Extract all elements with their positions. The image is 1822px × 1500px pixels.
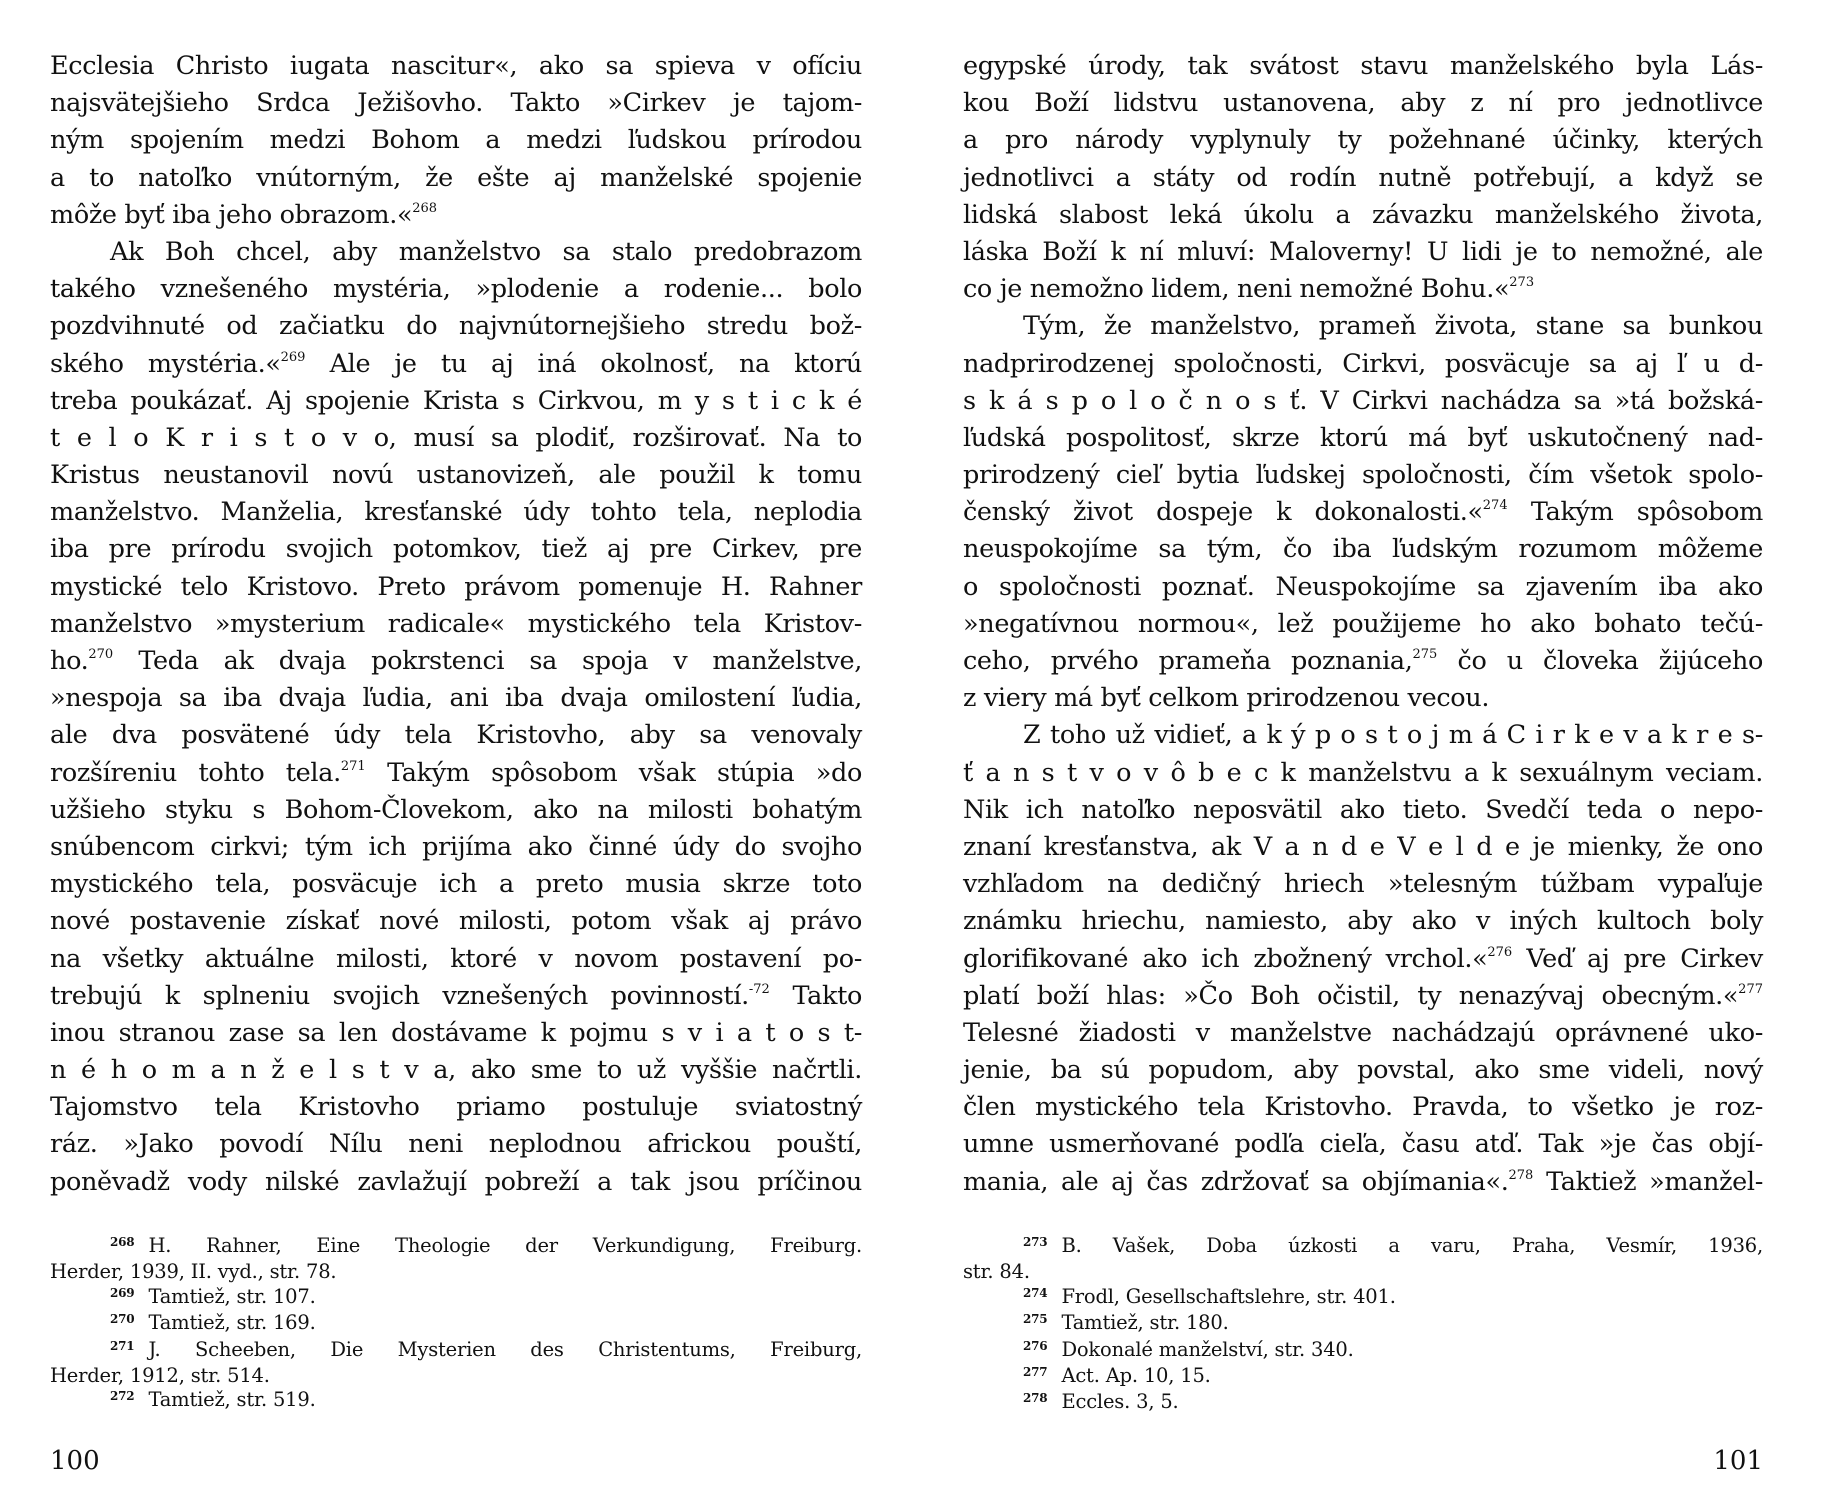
left-page-body xyxy=(50,48,862,1201)
footnote xyxy=(963,1338,1763,1364)
text-line-content: láska Boží k ní mluví: Maloverny! U lidi je to nemožné, ale xyxy=(963,236,1763,267)
text-line xyxy=(963,606,1763,643)
text-line-continuation: Takto xyxy=(769,980,862,1011)
page-number-right: 101 xyxy=(1713,1446,1763,1476)
footnote-number: 272 xyxy=(110,1389,135,1404)
text-line-content: mania, ale aj čas zdržovať sa objímania«. xyxy=(963,1166,1509,1197)
text-line xyxy=(963,941,1763,978)
text-line xyxy=(963,1052,1763,1089)
footnote-number: 277 xyxy=(1023,1365,1048,1380)
text-line-content: trebujú k splneniu svojich vznešených povinností. xyxy=(50,980,749,1011)
footnote xyxy=(963,1364,1763,1390)
text-line xyxy=(50,606,862,643)
text-line xyxy=(50,829,862,866)
text-line xyxy=(963,48,1763,85)
footnote-text: Tamtiež, str. 169. xyxy=(148,1311,316,1335)
text-line-content: kou Boží lidstvu ustanovena, aby z ní pro jednotlivce xyxy=(963,88,1763,119)
text-line-content: znaní kresťanstva, ak V a n d e V e l d e je mienky, že ono xyxy=(963,831,1763,862)
text-line xyxy=(50,531,862,568)
text-line xyxy=(963,717,1763,754)
text-line-content: Kristus neustanovil novú ustanovizeň, ale použil k tomu xyxy=(50,460,862,491)
text-line-content: jednotlivci a státy od rodín nutně potřebují, a když se xyxy=(963,162,1763,193)
text-line-content: vzhľadom na dedičný hriech »telesným túžbam vypaľuje xyxy=(963,869,1763,900)
text-line xyxy=(50,1052,862,1089)
right-page xyxy=(963,0,1763,1500)
text-line-content: lidská slabost leká úkolu a závazku manželského života, xyxy=(963,199,1763,230)
text-line xyxy=(50,420,862,457)
text-line-content: ným spojením medzi Bohom a medzi ľudskou prírodou xyxy=(50,125,862,156)
text-line-content: inou stranou zase sa len dostávame k pojmu s v i a t o s t- xyxy=(50,1017,862,1048)
text-line xyxy=(963,122,1763,159)
text-line-content: o spoločnosti poznať. Neuspokojíme sa zjavením iba ako xyxy=(963,571,1763,602)
text-line-content: môže byť iba jeho obrazom.« xyxy=(50,199,413,230)
text-line-continuation: Veď aj pre Cirkev xyxy=(1512,943,1763,974)
footnote-number: 270 xyxy=(110,1312,135,1327)
footnote-reference[interactable]: 268 xyxy=(412,200,438,216)
text-line xyxy=(963,866,1763,903)
text-line-content: Z toho už vidieť, a k ý p o s t o j m á C i r k e v a k r e s- xyxy=(1023,720,1763,751)
text-line-continuation: Teda ak dvaja pokrstenci sa spoja v manželstve, xyxy=(113,646,862,676)
text-line-content: takého vznešeného mystéria, »plodenie a rodenie... bolo xyxy=(50,274,862,305)
text-line-content: neuspokojíme sa tým, čo iba ľudským rozumom môžeme xyxy=(963,534,1763,565)
footnote-number: 273 xyxy=(1023,1235,1048,1249)
footnote-line xyxy=(50,1388,862,1414)
text-line xyxy=(963,531,1763,568)
text-line xyxy=(50,978,862,1015)
text-line-content: jenie, ba sú popudom, aby povstal, ako sme videli, nový xyxy=(963,1055,1763,1086)
text-line xyxy=(963,978,1763,1015)
text-line-content: člen mystického tela Kristovho. Pravda, to všetko je roz- xyxy=(963,1092,1763,1123)
right-page-body xyxy=(963,48,1763,1201)
text-line xyxy=(963,383,1763,420)
footnote-reference[interactable]: 276 xyxy=(1487,944,1513,960)
text-line xyxy=(50,1089,862,1126)
footnote-reference[interactable]: 277 xyxy=(1738,981,1763,997)
text-line xyxy=(50,197,862,234)
text-line xyxy=(50,1015,862,1052)
text-line-continuation: čo u človeka žijúceho xyxy=(1437,646,1763,676)
text-line-content: glorifikované ako ich zbožnený vrchol.« xyxy=(963,943,1488,974)
footnote-text: H. Rahner, Eine Theologie der Verkundigung, Freiburg. xyxy=(148,1234,862,1257)
text-line xyxy=(50,346,862,383)
text-line xyxy=(50,1126,862,1163)
footnote-number: 274 xyxy=(1023,1285,1048,1300)
footnote-number: 271 xyxy=(110,1338,135,1353)
text-line xyxy=(50,903,862,940)
text-line-content: Tajomstvo tela Kristovho priamo postuluje sviatostný xyxy=(50,1092,862,1123)
text-line-content: pozdvihnuté od začiatku do najvnútornejšieho stredu bož- xyxy=(50,311,862,342)
footnote-text: B. Vašek, Doba úzkosti a varu, Praha, Vesmír, 1936, xyxy=(1061,1234,1763,1257)
text-line-content: ľudská pospolitosť, skrze ktorú má byť uskutočnený nad- xyxy=(963,422,1763,453)
text-line xyxy=(963,457,1763,494)
footnote xyxy=(50,1285,862,1311)
text-line-content: mystické telo Kristovo. Preto právom pomenuje H. Rahner xyxy=(50,571,862,602)
text-line xyxy=(963,643,1763,680)
left-page xyxy=(50,0,862,1500)
text-line-content: mystického tela, posväcuje ich a preto musia skrze toto xyxy=(50,869,862,900)
text-line xyxy=(963,1164,1763,1201)
text-line xyxy=(963,346,1763,383)
text-line-continuation: Takým spôsobom však stúpia »do xyxy=(365,757,862,788)
text-line-content: treba poukázať. Aj spojenie Krista s Cirkvou, m y s t i c k é xyxy=(50,385,862,416)
text-line xyxy=(963,1015,1763,1052)
text-line-content: poněvadž vody nilské zavlažují pobreží a tak jsou príčinou xyxy=(50,1166,862,1197)
footnote-continuation: Herder, 1939, II. vyd., str. 78. xyxy=(50,1260,337,1284)
text-line-content: na všetky aktuálne milosti, ktoré v novom postavení po- xyxy=(50,943,862,974)
text-line-content: ského mystéria.« xyxy=(50,348,281,379)
footnote xyxy=(963,1311,1763,1337)
text-line-content: prirodzený cieľ bytia ľudskej spoločnosti, čím všetok spolo- xyxy=(963,460,1763,491)
text-line-content: co je nemožno lidem, neni nemožné Bohu.« xyxy=(963,274,1510,305)
footnote-text: Eccles. 3, 5. xyxy=(1061,1390,1179,1414)
text-line xyxy=(50,234,862,271)
text-line-content: nové postavenie získať nové milosti, potom však aj právo xyxy=(50,906,862,937)
footnote-continuation: str. 84. xyxy=(963,1260,1030,1284)
text-line xyxy=(50,457,862,494)
text-line xyxy=(963,494,1763,531)
footnote-reference[interactable]: 275 xyxy=(1412,647,1438,662)
text-line xyxy=(963,829,1763,866)
text-line xyxy=(963,680,1763,717)
footnote-line xyxy=(963,1234,1763,1260)
right-page-footnotes xyxy=(963,1234,1763,1417)
text-line-content: iba pre prírodu svojich potomkov, tiež aj pre Cirkev, pre xyxy=(50,534,862,565)
text-line-content: snúbencom cirkvi; tým ich prijíma ako činné údy do svojho xyxy=(50,831,862,862)
footnote-reference[interactable]: 278 xyxy=(1508,1167,1534,1183)
footnote-text: J. Scheeben, Die Mysterien des Christentums, Freiburg, xyxy=(148,1337,862,1361)
footnote-line xyxy=(963,1364,1763,1390)
text-line xyxy=(963,420,1763,457)
text-line-content: s k á s p o l o č n o s ť. V Cirkvi nachádza sa »tá božská- xyxy=(963,385,1763,416)
text-line-content: platí boží hlas: »Čo Boh očistil, ty nenazývaj obecným.« xyxy=(963,980,1739,1011)
footnote-text: Dokonalé manželství, str. 340. xyxy=(1061,1337,1354,1361)
text-line xyxy=(50,680,862,717)
left-page-footnotes xyxy=(50,1234,862,1415)
text-line-content: ráz. »Jako povodí Nílu neni neplodnou africkou pouští, xyxy=(50,1129,862,1160)
text-line-content: Ak Boh chcel, aby manželstvo sa stalo predobrazom xyxy=(110,236,862,267)
footnote-continuation: Herder, 1912, str. 514. xyxy=(50,1364,270,1388)
text-line xyxy=(963,160,1763,197)
text-line-content: ho. xyxy=(50,646,89,676)
text-line-content: najsvätejšieho Srdca Ježišovho. Takto »Cirkev je tajom- xyxy=(50,88,862,119)
footnote-number: 268 xyxy=(110,1235,135,1249)
footnote-line xyxy=(50,1338,862,1364)
text-line xyxy=(963,85,1763,122)
text-line xyxy=(50,85,862,122)
footnote-line xyxy=(963,1390,1763,1416)
footnote-text: Frodl, Gesellschaftslehre, str. 401. xyxy=(1061,1284,1396,1308)
text-line-continuation: Ale je tu aj iná okolnosť, na ktorú xyxy=(305,348,862,379)
footnote-text: Tamtiež, str. 107. xyxy=(148,1284,316,1308)
text-line-continuation: Takým spôsobom xyxy=(1507,497,1763,528)
text-line xyxy=(50,643,862,680)
text-line xyxy=(50,1164,862,1201)
text-line xyxy=(963,903,1763,940)
footnote xyxy=(963,1285,1763,1311)
footnote-line xyxy=(50,1311,862,1337)
footnote xyxy=(50,1388,862,1414)
text-line-content: t e l o K r i s t o v o, musí sa plodiť, rozširovať. Na to xyxy=(50,422,862,453)
footnote-line xyxy=(50,1285,862,1311)
text-line xyxy=(50,271,862,308)
text-line xyxy=(963,197,1763,234)
text-line-content: z viery má byť celkom prirodzenou vecou. xyxy=(963,683,1490,714)
text-line-content: ale dva posvätené údy tela Kristovho, aby sa venovaly xyxy=(50,720,862,751)
text-line xyxy=(50,792,862,829)
text-line-content: manželstvo. Manželia, kresťanské údy tohto tela, neplodia xyxy=(50,497,862,528)
text-line-content: čenský život dospeje k dokonalosti.« xyxy=(963,497,1483,528)
text-line xyxy=(50,48,862,85)
text-line-content: ceho, prvého prameňa poznania, xyxy=(963,646,1413,676)
text-line-content: známku hriechu, namiesto, aby ako v iných kultoch boly xyxy=(963,906,1763,937)
footnote-text: Tamtiež, str. 180. xyxy=(1061,1311,1229,1335)
text-line xyxy=(50,122,862,159)
footnote-reference[interactable]: 271 xyxy=(340,758,366,774)
text-line-content: Nik ich natoľko neposvätil ako tieto. Svedčí teda o nepo- xyxy=(963,794,1763,825)
text-line xyxy=(963,308,1763,345)
text-line-content: umne usmerňované podľa cieľa, času atď. Tak »je čas objí- xyxy=(963,1129,1763,1160)
text-line xyxy=(963,271,1763,308)
text-line xyxy=(963,792,1763,829)
text-line xyxy=(50,717,862,754)
footnote-line xyxy=(50,1234,862,1260)
text-line xyxy=(963,1089,1763,1126)
text-line-content: Tým, že manželstvo, prameň života, stane sa bunkou xyxy=(1023,311,1763,342)
text-line xyxy=(50,941,862,978)
footnote-number: 278 xyxy=(1023,1391,1048,1406)
text-line xyxy=(50,866,862,903)
footnote xyxy=(963,1390,1763,1416)
text-line-content: a to natoľko vnútorným, že ešte aj manželské spojenie xyxy=(50,162,862,193)
text-line xyxy=(50,569,862,606)
text-line-content: rozšíreniu tohto tela. xyxy=(50,757,341,788)
text-line-content: nadprirodzenej spoločnosti, Cirkvi, posväcuje sa aj ľ u d- xyxy=(963,348,1763,379)
text-line xyxy=(50,308,862,345)
footnote-reference[interactable]: -72 xyxy=(748,981,770,997)
footnote-line xyxy=(963,1285,1763,1311)
text-line xyxy=(963,569,1763,606)
page-number-left: 100 xyxy=(50,1446,100,1476)
text-line-content: Ecclesia Christo iugata nascitur«, ako sa spieva v ofíciu xyxy=(50,51,862,81)
text-line-content: a pro národy vyplynuly ty požehnané účinky, kterých xyxy=(963,125,1763,156)
text-line-continuation: Taktiež »manžel- xyxy=(1533,1166,1763,1197)
footnote-text: Tamtiež, str. 519. xyxy=(148,1388,316,1412)
footnote-reference[interactable]: 270 xyxy=(88,647,114,662)
text-line-content: »negatívnou normou«, lež použijeme ho ako bohato tečú- xyxy=(963,608,1763,639)
footnote-line xyxy=(963,1311,1763,1337)
footnote-reference[interactable]: 269 xyxy=(280,349,306,365)
text-line xyxy=(963,1126,1763,1163)
footnote xyxy=(963,1234,1763,1285)
text-line-content: n é h o m a n ž e l s t v a, ako sme to už vyššie načrtli. xyxy=(50,1055,862,1086)
text-line-content: Telesné žiadosti v manželstve nachádzajú oprávnené uko- xyxy=(963,1017,1763,1048)
footnote-number: 269 xyxy=(110,1285,135,1300)
text-line-content: »nespoja sa iba dvaja ľudia, ani iba dvaja omilostení ľudia, xyxy=(50,683,862,714)
text-line xyxy=(50,160,862,197)
text-line-content: užšieho styku s Bohom-Človekom, ako na milosti bohatým xyxy=(50,794,862,825)
footnote-text: Act. Ap. 10, 15. xyxy=(1061,1364,1211,1388)
footnote-number: 275 xyxy=(1023,1312,1048,1327)
footnote-number: 276 xyxy=(1023,1338,1048,1353)
text-line-content: manželstvo »mysterium radicale« mystického tela Kristov- xyxy=(50,608,862,639)
footnote-reference[interactable]: 274 xyxy=(1482,498,1508,514)
text-line-content: ť a n s t v o v ô b e c k manželstvu a k sexuálnym veciam. xyxy=(963,757,1763,788)
text-line xyxy=(963,234,1763,271)
footnote-reference[interactable]: 273 xyxy=(1509,275,1535,291)
text-line xyxy=(50,383,862,420)
text-line xyxy=(50,494,862,531)
text-line-content: egypské úrody, tak svátost stavu manželského byla Lás- xyxy=(963,51,1763,81)
footnote-line xyxy=(963,1338,1763,1364)
footnote xyxy=(50,1338,862,1389)
text-line xyxy=(50,755,862,792)
text-line xyxy=(963,755,1763,792)
footnote xyxy=(50,1234,862,1285)
footnote xyxy=(50,1311,862,1337)
